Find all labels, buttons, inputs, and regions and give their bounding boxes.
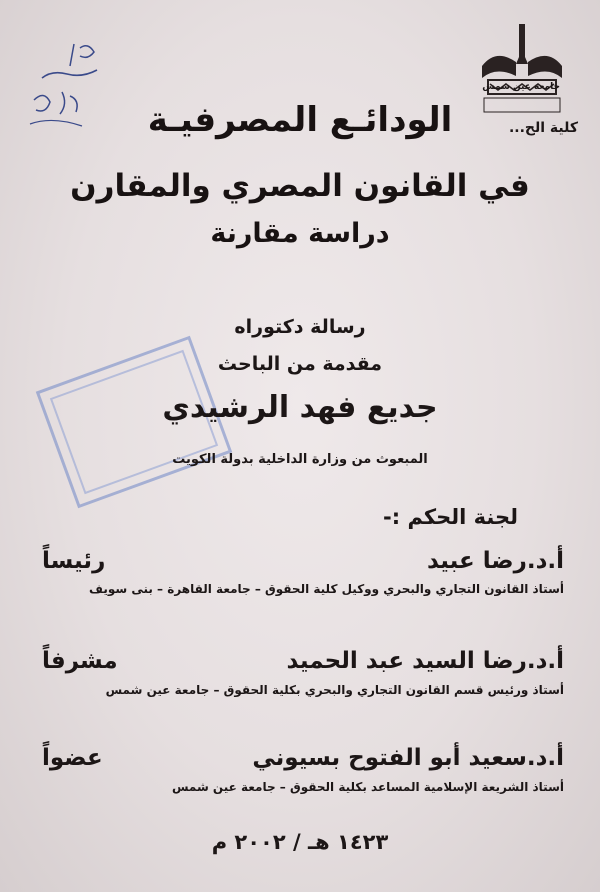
presented-by: مقدمة من الباحث — [217, 353, 383, 375]
member-2-role: مشرفاً — [42, 648, 118, 674]
member-2-description: أستاذ ورئيس قسم القانون التجاري والبحري بكلية الحقوق – جامعة عين شمس — [105, 683, 564, 697]
member-3-description: أستاذ الشريعة الإسلامية المساعد بكلية الحقوق – جامعة عين شمس — [171, 780, 564, 794]
author-name: جديع فهد الرشيدي — [162, 390, 438, 425]
member-3-name: أ.د.سعيد أبو الفتوح بسيوني — [252, 745, 564, 771]
thesis-type: رسالة دكتوراه — [234, 316, 366, 338]
member-1-description: أستاذ القانون التجاري والبحري ووكيل كلية الحقوق – جامعة القاهرة – بنى سويف — [89, 582, 564, 596]
title-line-2: في القانون المصري والمقارن — [70, 168, 530, 204]
thesis-date: ١٤٢٣ هـ / ٢٠٠٢ م — [211, 830, 389, 854]
title-line-1: الودائـع المصرفيـة — [147, 100, 453, 140]
faculty-label: كلية الح... — [508, 120, 578, 136]
member-3-role: عضواً — [42, 745, 103, 771]
title-line-3: دراسة مقارنة — [210, 218, 390, 249]
committee-heading: لجنة الحكم :- — [383, 505, 518, 529]
member-1-role: رئيساً — [42, 548, 106, 574]
author-affiliation: المبعوث من وزارة الداخلية بدولة الكويت — [172, 452, 428, 467]
logo-caption: جامعة عين شمس — [482, 82, 560, 92]
member-2-name: أ.د.رضا السيد عبد الحميد — [286, 648, 564, 674]
member-1-name: أ.د.رضا عبيد — [426, 548, 564, 574]
